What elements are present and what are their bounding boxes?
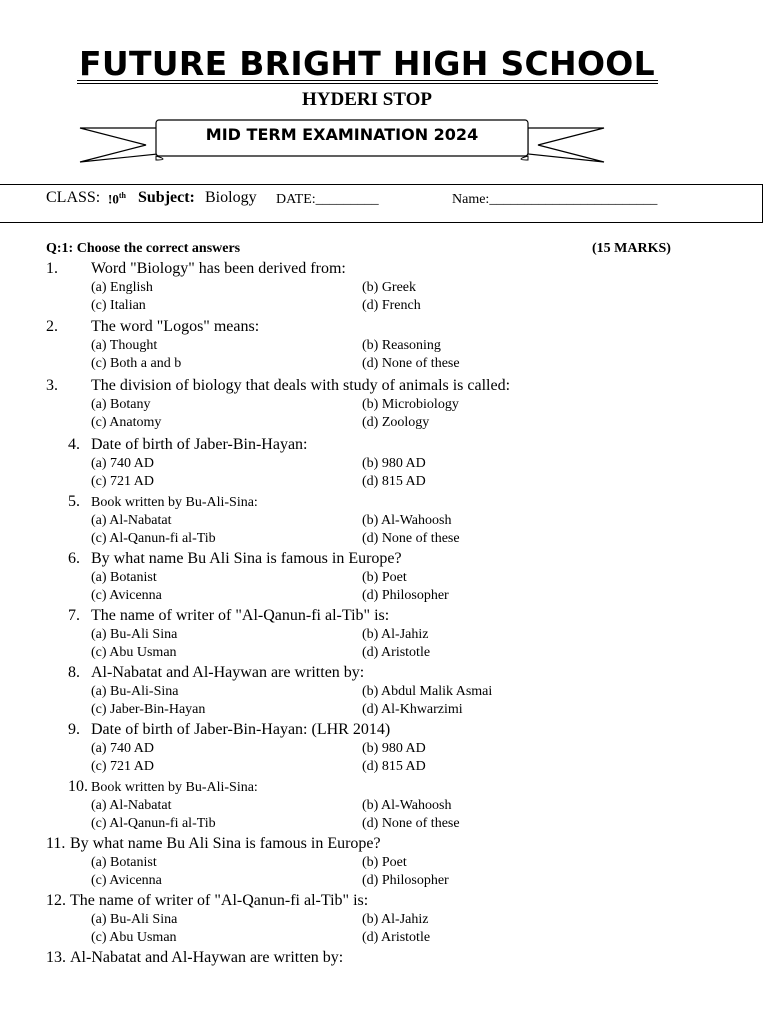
section-marks: (15 MARKS): [592, 241, 671, 256]
school-location: HYDERI STOP: [301, 89, 433, 110]
question-text: Al-Nabatat and Al-Haywan are written by:: [91, 664, 365, 681]
answer-option: (c) Italian: [91, 298, 146, 313]
subject-value: Biology: [205, 189, 257, 206]
answer-option: (c) Jaber-Bin-Hayan: [91, 702, 206, 717]
answer-option: (b) Abdul Malik Asmai: [362, 684, 493, 699]
title-underline-second: [77, 83, 658, 84]
question-number: 12.: [46, 892, 66, 909]
answer-option: (a) Botanist: [91, 855, 157, 870]
question-number: 8.: [68, 664, 80, 681]
question-text: By what name Bu Ali Sina is famous in Europe?: [91, 550, 402, 567]
answer-option: (b) Al-Wahoosh: [362, 798, 452, 813]
answer-option: (c) Al-Qanun-fi al-Tib: [91, 531, 216, 546]
question-text: The name of writer of "Al-Qanun-fi al-Tib" is:: [70, 892, 369, 909]
question-text: The name of writer of "Al-Qanun-fi al-Tib" is:: [91, 607, 390, 624]
answer-option: (c) Anatomy: [91, 415, 162, 430]
question-text: Book written by Bu-Ali-Sina:: [91, 780, 258, 795]
answer-option: (b) Greek: [362, 280, 417, 295]
question-text: Date of birth of Jaber-Bin-Hayan:: [91, 436, 308, 453]
question-text: The word "Logos" means:: [91, 318, 260, 335]
answer-option: (a) Botany: [91, 397, 151, 412]
answer-option: (d) None of these: [362, 356, 460, 371]
question-text: Date of birth of Jaber-Bin-Hayan: (LHR 2014): [91, 721, 391, 738]
answer-option: (b) Al-Jahiz: [362, 912, 429, 927]
answer-option: (a) Botanist: [91, 570, 157, 585]
question-text: The division of biology that deals with study of animals is called:: [91, 377, 511, 394]
question-number: 13.: [46, 949, 66, 966]
answer-option: (d) Philosopher: [362, 588, 449, 603]
answer-option: (c) Abu Usman: [91, 645, 177, 660]
answer-option: (a) Al-Nabatat: [91, 798, 172, 813]
answer-option: (c) Al-Qanun-fi al-Tib: [91, 816, 216, 831]
question-number: 10.: [68, 778, 88, 795]
question-number: 2.: [46, 318, 58, 335]
answer-option: (c) 721 AD: [91, 759, 154, 774]
answer-option: (b) Al-Jahiz: [362, 627, 429, 642]
question-text: Al-Nabatat and Al-Haywan are written by:: [70, 949, 344, 966]
title-underline: [77, 80, 658, 81]
answer-option: (d) 815 AD: [362, 759, 426, 774]
answer-option: (d) Philosopher: [362, 873, 449, 888]
question-number: 5.: [68, 493, 80, 510]
answer-option: (a) Bu-Ali Sina: [91, 912, 178, 927]
answer-option: (a) Thought: [91, 338, 158, 353]
question-number: 6.: [68, 550, 80, 567]
question-number: 11.: [46, 835, 66, 852]
class-value: !0th: [108, 191, 126, 207]
subject-label: Subject:: [138, 189, 195, 206]
answer-option: (b) Poet: [362, 855, 407, 870]
answer-option: (d) None of these: [362, 816, 460, 831]
answer-option: (a) 740 AD: [91, 741, 154, 756]
name-field: Name:________________________: [452, 192, 658, 207]
answer-option: (b) Poet: [362, 570, 407, 585]
date-field: DATE:_________: [276, 192, 379, 207]
class-suffix: th: [118, 191, 126, 200]
answer-option: (a) Bu-Ali-Sina: [91, 684, 179, 699]
question-number: 1.: [46, 260, 58, 277]
class-label: CLASS:: [46, 189, 101, 206]
answer-option: (b) 980 AD: [362, 456, 426, 471]
answer-option: (c) 721 AD: [91, 474, 154, 489]
answer-option: (c) Both a and b: [91, 356, 182, 371]
question-number: 3.: [46, 377, 58, 394]
answer-option: (c) Avicenna: [91, 588, 162, 603]
answer-option: (d) Aristotle: [362, 930, 431, 945]
answer-option: (b) Al-Wahoosh: [362, 513, 452, 528]
answer-option: (a) Bu-Ali Sina: [91, 627, 178, 642]
exam-title: MID TERM EXAMINATION 2024: [205, 125, 479, 144]
question-text: Book written by Bu-Ali-Sina:: [91, 495, 258, 510]
answer-option: (a) English: [91, 280, 153, 295]
answer-option: (b) Reasoning: [362, 338, 441, 353]
answer-option: (d) None of these: [362, 531, 460, 546]
answer-option: (d) French: [362, 298, 421, 313]
question-text: By what name Bu Ali Sina is famous in Europe?: [70, 835, 381, 852]
answer-option: (d) Aristotle: [362, 645, 431, 660]
answer-option: (b) Microbiology: [362, 397, 459, 412]
answer-option: (b) 980 AD: [362, 741, 426, 756]
school-name: FUTURE BRIGHT HIGH SCHOOL: [79, 44, 655, 83]
section-heading: Q:1: Choose the correct answers: [46, 241, 241, 256]
answer-option: (c) Avicenna: [91, 873, 162, 888]
question-number: 9.: [68, 721, 80, 738]
answer-option: (d) Zoology: [362, 415, 430, 430]
answer-option: (d) 815 AD: [362, 474, 426, 489]
question-number: 4.: [68, 436, 80, 453]
question-number: 7.: [68, 607, 80, 624]
answer-option: (a) Al-Nabatat: [91, 513, 172, 528]
answer-option: (d) Al-Khwarzimi: [362, 702, 463, 717]
question-text: Word "Biology" has been derived from:: [91, 260, 346, 277]
answer-option: (c) Abu Usman: [91, 930, 177, 945]
answer-option: (a) 740 AD: [91, 456, 154, 471]
